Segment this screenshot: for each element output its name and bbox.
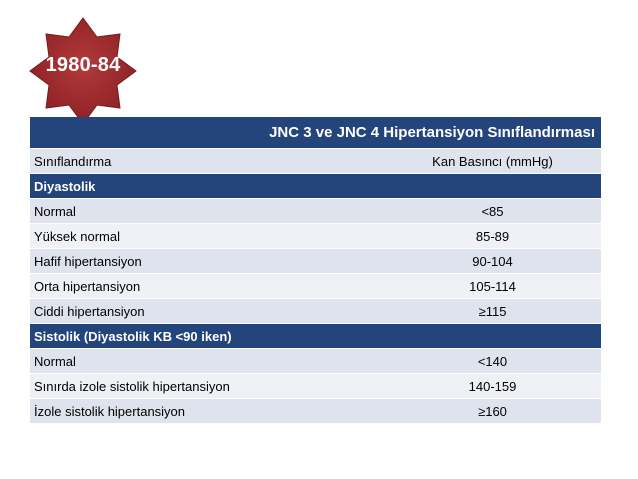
badge-label: 1980-84 [45,54,121,76]
column-header-value: Kan Basıncı (mmHg) [432,153,553,169]
row-label: İzole sistolik hipertansiyon [34,403,186,419]
classification-table [30,117,601,424]
section-label: Sistolik (Diyastolik KB <90 iken) [34,328,232,344]
table-row [30,299,601,324]
table-row [30,274,601,299]
section-header-systolic [30,324,601,349]
row-value: 85-89 [475,228,510,244]
row-label: Hafif hipertansiyon [34,253,142,269]
row-value: <140 [477,353,508,369]
table-row [30,249,601,274]
row-label: Normal [34,353,76,369]
row-label: Yüksek normal [34,228,120,244]
table-row [30,199,601,224]
section-header-diastolic [30,174,601,199]
row-label: Ciddi hipertansiyon [34,303,145,319]
row-value: ≥160 [478,403,507,419]
table-row [30,399,601,424]
row-value: 140-159 [468,378,517,394]
table-row [30,224,601,249]
section-label: Diyastolik [34,178,96,194]
row-value: 105-114 [469,278,516,294]
row-label: Normal [34,203,76,219]
column-header-row [30,149,601,174]
column-header-label: Sınıflandırma [34,153,112,169]
table-row [30,374,601,399]
row-value: <85 [481,203,504,219]
row-label: Sınırda izole sistolik hipertansiyon [34,378,230,394]
table-title: JNC 3 ve JNC 4 Hipertansiyon Sınıflandırması [30,117,601,149]
table-row [30,349,601,374]
row-value: ≥115 [478,303,507,319]
row-value: 90-104 [472,253,513,269]
date-badge [28,16,138,126]
row-label: Orta hipertansiyon [34,278,141,294]
